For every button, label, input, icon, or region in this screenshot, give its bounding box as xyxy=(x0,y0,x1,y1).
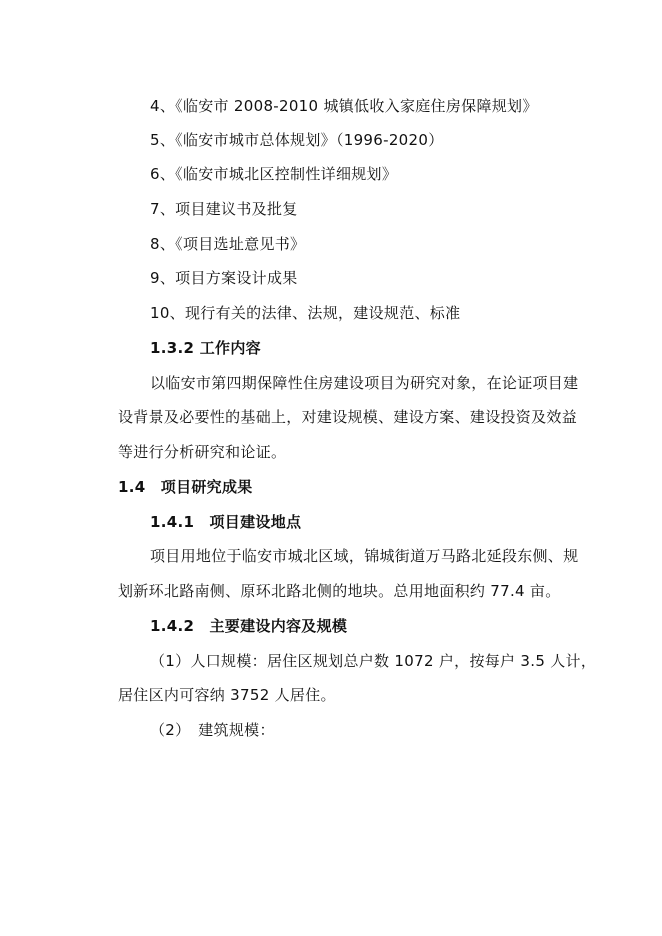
section-heading-1-4-2: 1.4.2 主要建设内容及规模 xyxy=(150,617,348,635)
paragraph-line: （1）人口规模：居住区规划总户数 1072 户，按每户 3.5 人计， xyxy=(150,652,597,670)
paragraph-line: （2） 建筑规模： xyxy=(150,721,275,739)
section-heading-1-3-2: 1.3.2 工作内容 xyxy=(150,339,261,357)
section-heading-1-4-1: 1.4.1 项目建设地点 xyxy=(150,513,302,531)
basis-item-8: 8、《项目选址意见书》 xyxy=(150,235,306,253)
paragraph-line: 项目用地位于临安市城北区域，锦城街道万马路北延段东侧、规 xyxy=(150,547,579,565)
paragraph-line: 设背景及必要性的基础上，对建设规模、建设方案、建设投资及效益 xyxy=(118,408,578,426)
basis-item-4: 4、《临安市 2008-2010 城镇低收入家庭住房保障规划》 xyxy=(150,97,538,115)
basis-item-5: 5、《临安市城市总体规划》（1996-2020） xyxy=(150,131,444,149)
section-heading-1-4: 1.4 项目研究成果 xyxy=(118,478,253,496)
basis-item-9: 9、项目方案设计成果 xyxy=(150,269,298,287)
basis-item-6: 6、《临安市城北区控制性详细规划》 xyxy=(150,165,398,183)
paragraph-line: 等进行分析研究和论证。 xyxy=(118,443,287,461)
basis-item-10: 10、现行有关的法律、法规，建设规范、标准 xyxy=(150,304,461,322)
basis-item-7: 7、项目建议书及批复 xyxy=(150,200,298,218)
paragraph-line: 以临安市第四期保障性住房建设项目为研究对象，在论证项目建 xyxy=(150,374,579,392)
paragraph-line: 居住区内可容纳 3752 人居住。 xyxy=(118,686,336,704)
paragraph-line: 划新环北路南侧、原环北路北侧的地块。总用地面积约 77.4 亩。 xyxy=(118,582,561,600)
